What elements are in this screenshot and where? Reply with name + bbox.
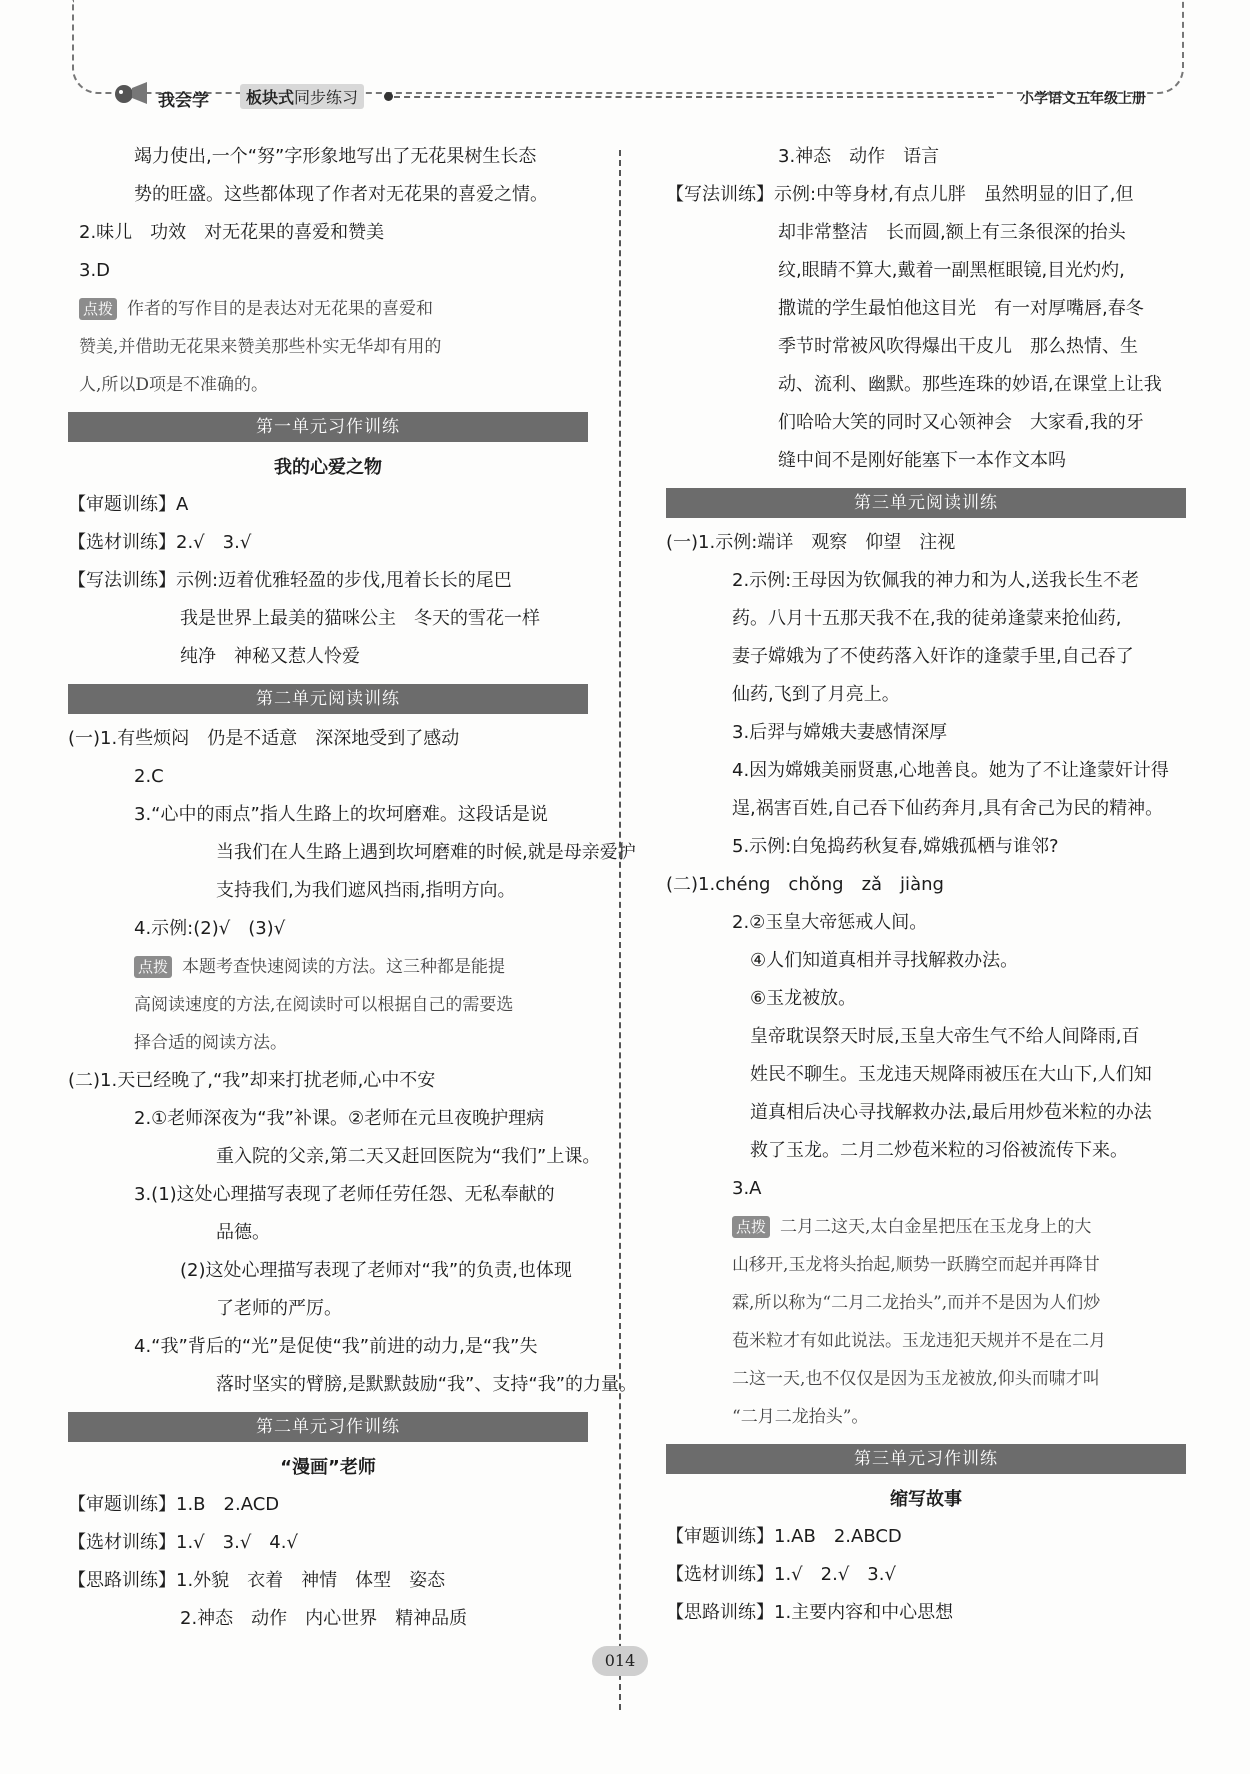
answer-line: 仙药,飞到了月亮上。 <box>732 684 900 705</box>
section-banner: 第三单元习作训练 <box>666 1444 1186 1474</box>
answer-line: 4.因为嫦娥美丽贤惠,心地善良。她为了不让逢蒙奸计得 <box>732 760 1169 781</box>
tip-text: 二月二这天,太白金星把压在玉龙身上的大 <box>780 1217 1092 1237</box>
answer-line: (一)1.示例:端详 观察 仰望 注视 <box>666 532 956 553</box>
answer-line: 3.“心中的雨点”指人生路上的坎坷磨难。这段话是说 <box>134 804 548 825</box>
answer-line: 重入院的父亲,第二天又赶回医院为“我们”上课。 <box>216 1146 601 1167</box>
answer-line: 2.②玉皇大帝惩戒人间。 <box>732 912 928 933</box>
section-banner: 第二单元阅读训练 <box>68 684 588 714</box>
tip-badge: 点拨 <box>134 956 172 978</box>
answer-line: 2.示例:王母因为钦佩我的神力和为人,送我长生不老 <box>732 570 1139 591</box>
answer-line: 【思路训练】1.外貌 衣着 神情 体型 姿态 <box>68 1570 446 1591</box>
answer-line: 5.示例:白兔捣药秋复春,嫦娥孤栖与谁邻? <box>732 836 1059 857</box>
answer-line: 【审题训练】1.AB 2.ABCD <box>666 1526 902 1547</box>
answer-line: 却非常整洁 长而圆,额上有三条很深的抬头 <box>778 222 1126 243</box>
answer-line: 2.①老师深夜为“我”补课。②老师在元旦夜晚护理病 <box>134 1108 545 1129</box>
answer-line: 3.D <box>79 260 111 281</box>
tip-line <box>666 1210 1186 1248</box>
tip-text: 作者的写作目的是表达对无花果的喜爱和 <box>127 299 434 319</box>
answer-line: 纹,眼睛不算大,戴着一副黑框眼镜,目光灼灼, <box>778 260 1125 281</box>
column-divider <box>619 150 621 1710</box>
header-dot <box>384 92 393 101</box>
answer-line: 我是世界上最美的猫咪公主 冬天的雪花一样 <box>180 608 540 629</box>
answer-line: 动、流利、幽默。那些连珠的妙语,在课堂上让我 <box>778 374 1162 395</box>
answer-line: 【写法训练】示例:迈着优雅轻盈的步伐,甩着长长的尾巴 <box>68 570 512 591</box>
page-number: 014 <box>592 1646 648 1676</box>
answer-line: 当我们在人生路上遇到坎坷磨难的时候,就是母亲爱护 <box>216 842 636 863</box>
answer-line: 道真相后决心寻找解救办法,最后用炒苞米粒的办法 <box>732 1102 1152 1123</box>
answer-line: 救了玉龙。二月二炒苞米粒的习俗被流传下来。 <box>732 1140 1128 1161</box>
answer-line: 【审题训练】1.B 2.ACD <box>68 1494 280 1515</box>
book-title: 小学语文五年级上册 <box>1020 91 1146 107</box>
section-banner: 第一单元习作训练 <box>68 412 588 442</box>
answer-line: 逞,祸害百姓,自己吞下仙药奔月,具有舍己为民的精神。 <box>732 798 1164 819</box>
answer-line: (一)1.有些烦闷 仍是不适意 深深地受到了感动 <box>68 728 460 749</box>
answer-line: 了老师的严厉。 <box>216 1298 342 1319</box>
tip-badge: 点拨 <box>732 1216 770 1238</box>
essay-title: 缩写故事 <box>890 1489 962 1510</box>
header-rule <box>394 96 994 98</box>
answer-line: 3.后羿与嫦娥夫妻感情深厚 <box>732 722 948 743</box>
right-column <box>666 140 1186 1634</box>
tip-text: 本题考查快速阅读的方法。这三种都是能提 <box>182 957 506 977</box>
section-banner: 第二单元习作训练 <box>68 1412 588 1442</box>
answer-line: ④人们知道真相并寻找解救办法。 <box>732 950 1019 971</box>
answer-line: 落时坚实的臂膀,是默默鼓励“我”、支持“我”的力量。 <box>216 1374 638 1395</box>
tip-line: 高阅读速度的方法,在阅读时可以根据自己的需要选 <box>134 995 514 1015</box>
answer-line: (2)这处心理描写表现了老师对“我”的负责,也体现 <box>180 1260 572 1281</box>
series-name <box>240 84 364 109</box>
answer-line: 药。八月十五那天我不在,我的徒弟逢蒙来抢仙药, <box>732 608 1122 629</box>
answer-line: 支持我们,为我们遮风挡雨,指明方向。 <box>216 880 516 901</box>
answer-line: 皇帝耽误祭天时辰,玉皇大帝生气不给人间降雨,百 <box>732 1026 1140 1047</box>
answer-line: 姓民不聊生。玉龙违天规降雨被压在大山下,人们知 <box>732 1064 1152 1085</box>
tip-line: 择合适的阅读方法。 <box>134 1033 287 1053</box>
answer-line: 【审题训练】A <box>68 494 189 515</box>
tip-line: 赞美,并借助无花果来赞美那些朴实无华却有用的 <box>79 337 442 357</box>
answer-line: 4.“我”背后的“光”是促使“我”前进的动力,是“我”失 <box>134 1336 538 1357</box>
answer-line: ⑥玉龙被放。 <box>732 988 857 1009</box>
answer-line: 【思路训练】1.主要内容和中心思想 <box>666 1602 954 1623</box>
tip-line: “二月二龙抬头”。 <box>732 1407 869 1427</box>
tip-line: 苞米粒才有如此说法。玉龙违犯天规并不是在二月 <box>732 1331 1106 1351</box>
tip-line: 霖,所以称为“二月二龙抬头”,而并不是因为人们炒 <box>732 1293 1101 1313</box>
answer-line: 品德。 <box>216 1222 270 1243</box>
answer-line: 3.A <box>732 1178 762 1199</box>
left-column <box>68 140 638 1640</box>
answer-line: 4.示例:(2)√ (3)√ <box>134 918 286 939</box>
answer-line: 竭力使出,一个“努”字形象地写出了无花果树生长态 <box>134 146 537 167</box>
tip-line: 山移开,玉龙将头抬起,顺势一跃腾空而起并再降甘 <box>732 1255 1100 1275</box>
answer-line: 【选材训练】1.√ 3.√ 4.√ <box>68 1532 298 1553</box>
tip-line <box>68 292 588 330</box>
answer-line: 【选材训练】1.√ 2.√ 3.√ <box>666 1564 896 1585</box>
page-header <box>88 72 1178 112</box>
brand-name: 我会学 <box>158 91 209 111</box>
essay-title: 我的心爱之物 <box>274 457 382 478</box>
megaphone-mascot-icon <box>114 80 148 106</box>
answer-line: 2.神态 动作 内心世界 精神品质 <box>180 1608 468 1629</box>
tip-badge: 点拨 <box>79 298 117 320</box>
essay-title: “漫画”老师 <box>280 1457 376 1478</box>
answer-line: 妻子嫦娥为了不使药落入奸诈的逢蒙手里,自己吞了 <box>732 646 1134 667</box>
answer-line: 3.神态 动作 语言 <box>778 146 940 167</box>
answer-line: 缝中间不是刚好能塞下一本作文本吗 <box>778 450 1066 471</box>
series-rest: 同步练习 <box>294 88 359 107</box>
answer-line: 势的旺盛。这些都体现了作者对无花果的喜爱之情。 <box>134 184 548 205</box>
answer-line: 撒谎的学生最怕他这目光 有一对厚嘴唇,春冬 <box>778 298 1144 319</box>
answer-line: 2.C <box>134 766 164 787</box>
answer-line: 【写法训练】示例:中等身材,有点儿胖 虽然明显的旧了,但 <box>666 184 1134 205</box>
answer-line: (二)1.chéng chǒng zǎ jiàng <box>666 874 944 895</box>
answer-line: 季节时常被风吹得爆出干皮儿 那么热情、生 <box>778 336 1138 357</box>
section-banner: 第三单元阅读训练 <box>666 488 1186 518</box>
answer-line: 纯净 神秘又惹人怜爱 <box>180 646 360 667</box>
tip-line: 二这一天,也不仅仅是因为玉龙被放,仰头而啸才叫 <box>732 1369 1100 1389</box>
answer-line: 3.(1)这处心理描写表现了老师任劳任怨、无私奉献的 <box>134 1184 555 1205</box>
answer-line: 们哈哈大笑的同时又心领神会 大家看,我的牙 <box>778 412 1144 433</box>
tip-line <box>68 950 588 988</box>
answer-line: 【选材训练】2.√ 3.√ <box>68 532 252 553</box>
tip-line: 人,所以D项是不准确的。 <box>79 375 269 395</box>
answer-line: (二)1.天已经晚了,“我”却来打扰老师,心中不安 <box>68 1070 436 1091</box>
series-bold: 板块式 <box>246 88 295 107</box>
answer-line: 2.味儿 功效 对无花果的喜爱和赞美 <box>79 222 385 243</box>
